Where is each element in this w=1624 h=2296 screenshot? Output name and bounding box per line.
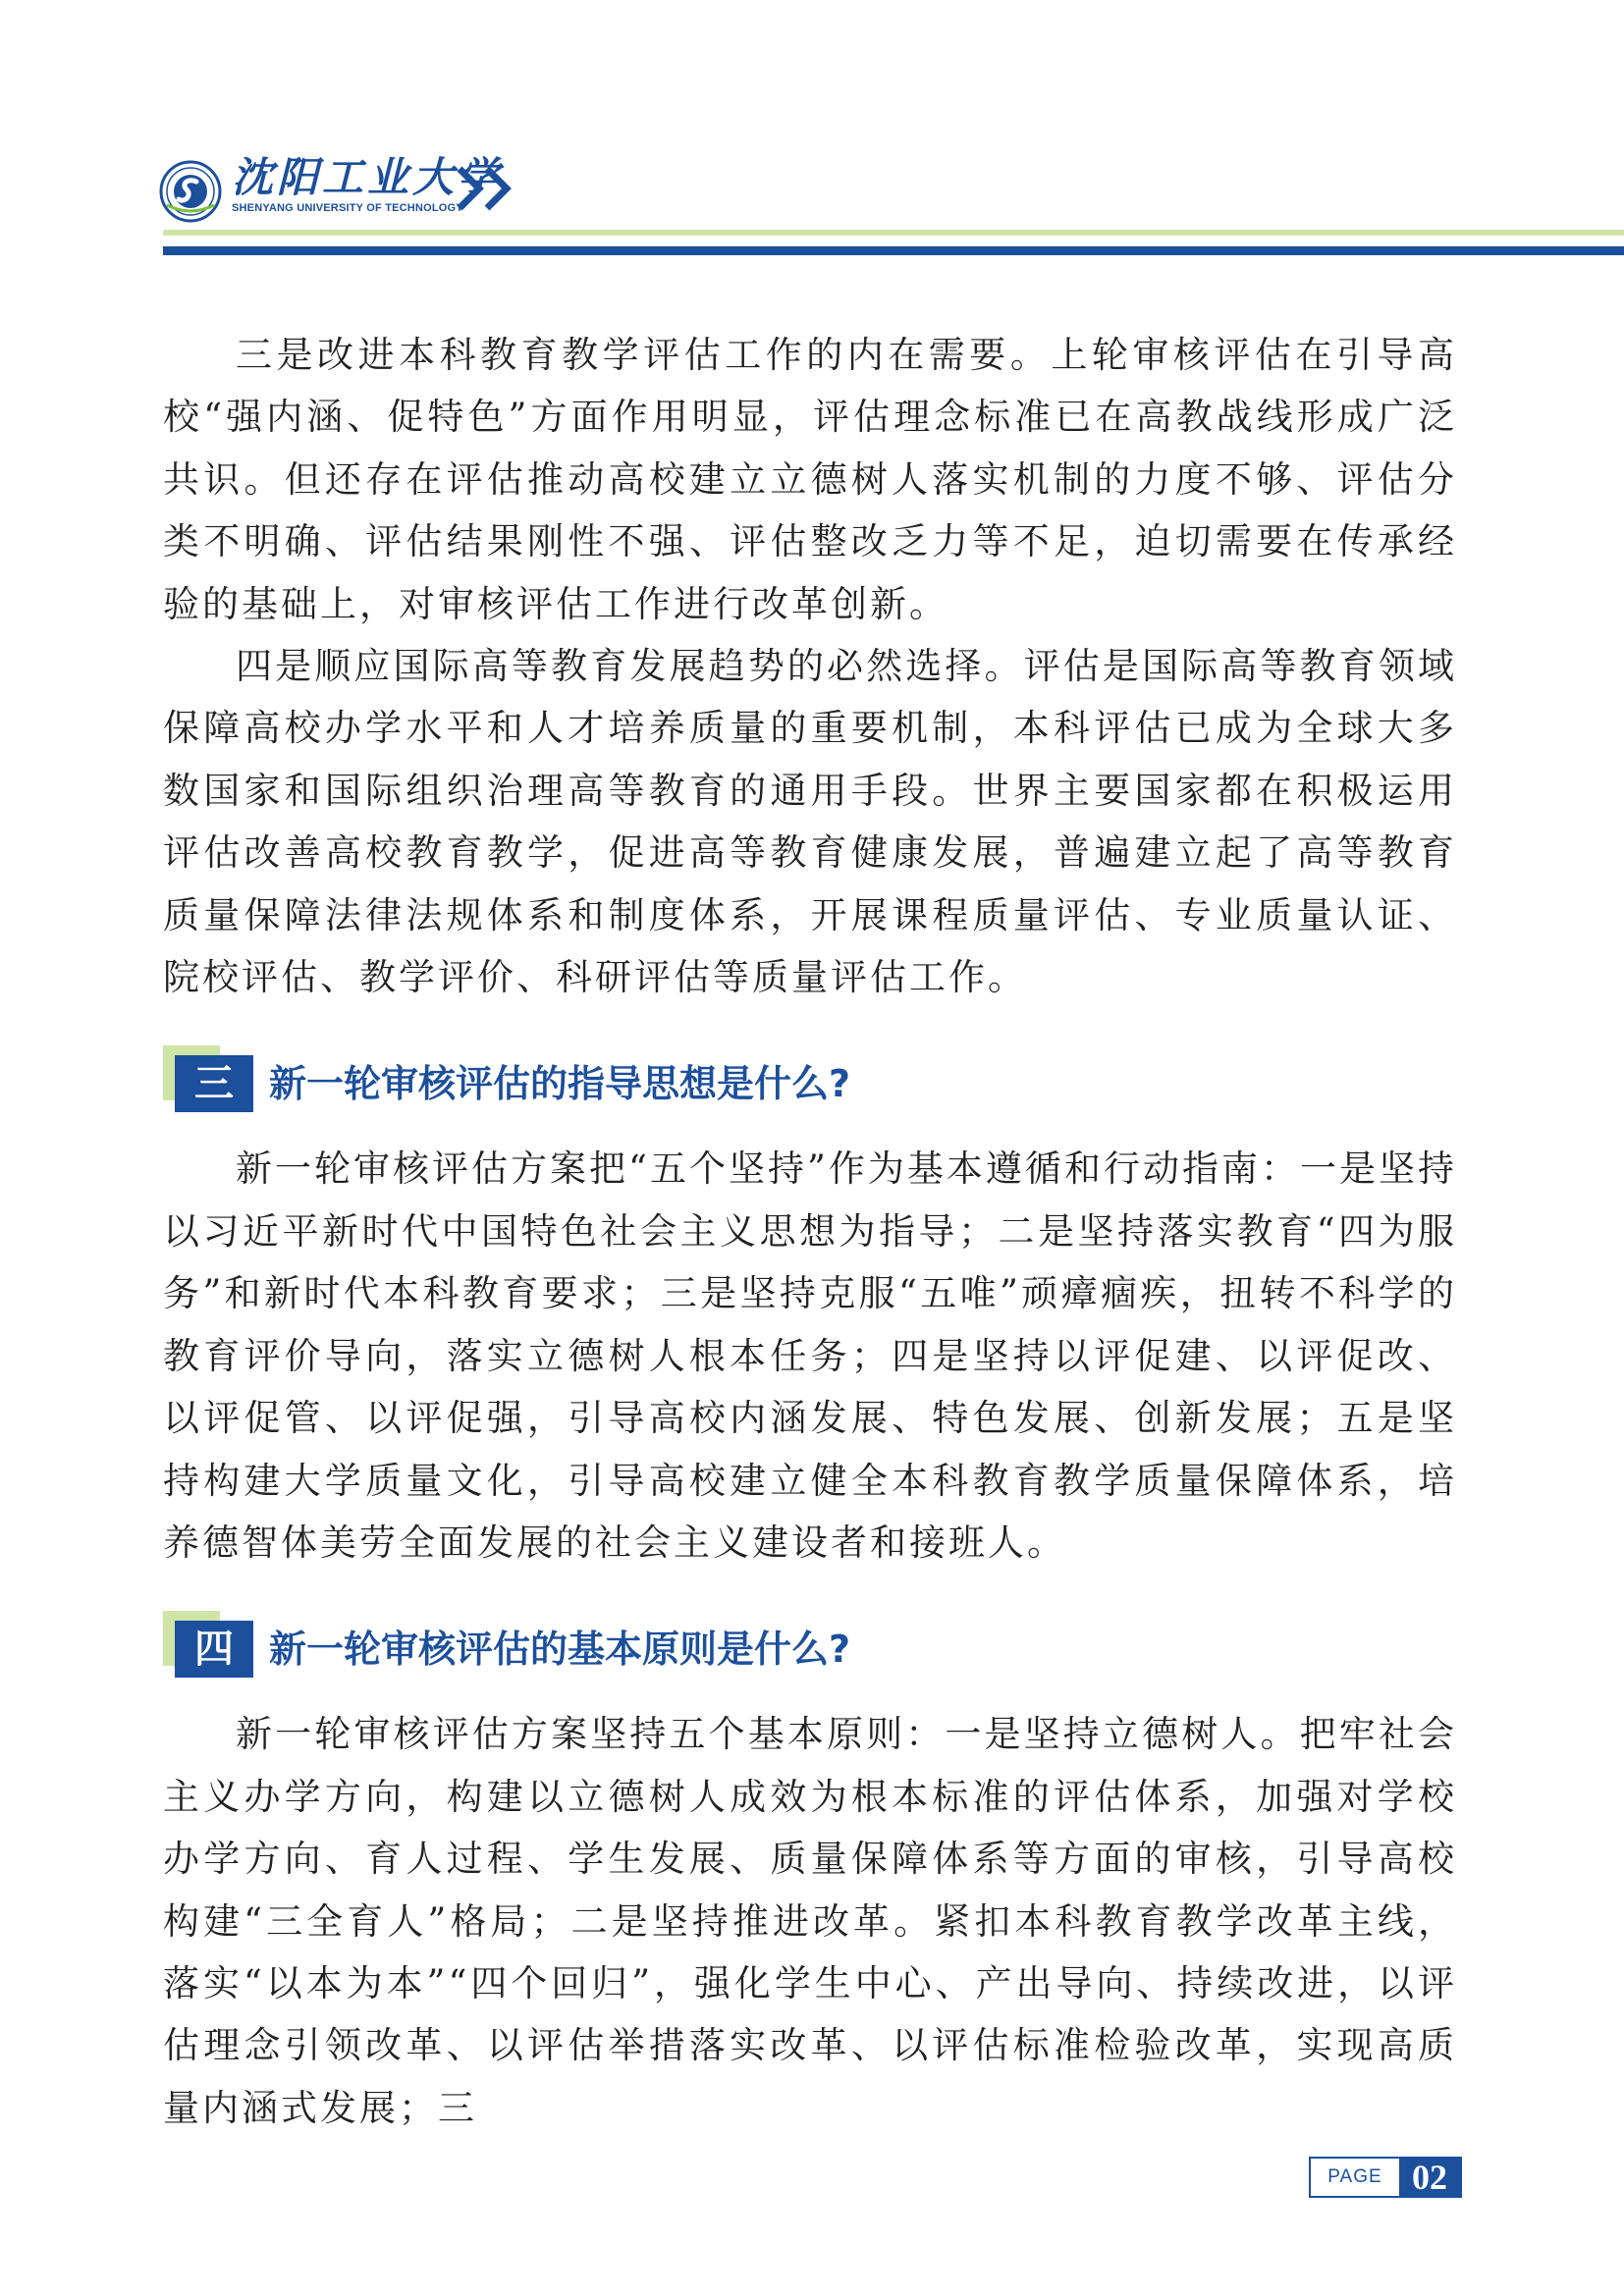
body-paragraph: 新一轮审核评估方案坚持五个基本原则：一是坚持立德树人。把牢社会主义办学方向，构建以立德树人成效为根本标准的评估体系，加强对学校办学方向、育人过程、学生发展、质量保障体系等方面的审核，引导高校构建“三全育人”格局；二是坚持推进改革。紧扣本科教育教学改革主线，落实“以本为本”“四个回归”，强化学生中心、产出导向、持续改进，以评估理念引领改革、以评估举措落实改革、以评估标准检验改革，实现高质量内涵式发展；三 [163, 1713, 1457, 2129]
section-number-badge: 三 [175, 1055, 253, 1112]
double-chevron-right-icon [454, 163, 518, 214]
section-heading-3 [163, 1045, 1457, 1124]
header-rule-green [163, 230, 1624, 236]
university-emblem-icon [159, 160, 222, 223]
university-name-cn: 沈阳工业大学 [232, 153, 504, 201]
header-rule-blue [163, 246, 1624, 255]
body-paragraph: 三是改进本科教育教学评估工作的内在需要。上轮审核评估在引导高校“强内涵、促特色”方面作用明显，评估理念标准已在高教战线形成广泛共识。但还存在评估推动高校建立立德树人落实机制的力度不够、评估分类不明确、评估结果刚性不强、评估整改乏力等不足，迫切需要在传承经验的基础上，对审核评估工作进行改革创新。 [163, 334, 1457, 625]
section-heading-4 [163, 1611, 1457, 1689]
page-number-box [1309, 2157, 1462, 2198]
section-title: 新一轮审核评估的指导思想是什么? [269, 1062, 851, 1106]
page-label: PAGE [1327, 2166, 1382, 2187]
page-number: 02 [1399, 2159, 1460, 2196]
body-paragraph: 四是顺应国际高等教育发展趋势的必然选择。评估是国际高等教育领域保障高校办学水平和人才培养质量的重要机制，本科评估已成为全球大多数国家和国际组织治理高等教育的通用手段。世界主要国家都在积极运用评估改善高校教育教学，促进高等教育健康发展，普遍建立起了高等教育质量保障法律法规体系和制度体系，开展课程质量评估、专业质量认证、院校评估、教学评价、科研评估等质量评估工作。 [163, 645, 1457, 999]
section-title: 新一轮审核评估的基本原则是什么? [269, 1628, 851, 1672]
page-header [0, 0, 1624, 265]
body-paragraph: 新一轮审核评估方案把“五个坚持”作为基本遵循和行动指南：一是坚持以习近平新时代中国特色社会主义思想为指导；二是坚持落实教育“四为服务”和新时代本科教育要求；三是坚持克服“五唯”顽瘴痼疾，扭转不科学的教育评价导向，落实立德树人根本任务；四是坚持以评促建、以评促改、以评促管、以评促强，引导高校内涵发展、特色发展、创新发展；五是坚持构建大学质量文化，引导高校建立健全本科教育教学质量保障体系，培养德智体美劳全面发展的社会主义建设者和接班人。 [163, 1148, 1457, 1564]
university-name-en: SHENYANG UNIVERSITY OF TECHNOLOGY [232, 202, 463, 214]
section-number-badge: 四 [175, 1621, 253, 1678]
main-content [163, 324, 1457, 2139]
